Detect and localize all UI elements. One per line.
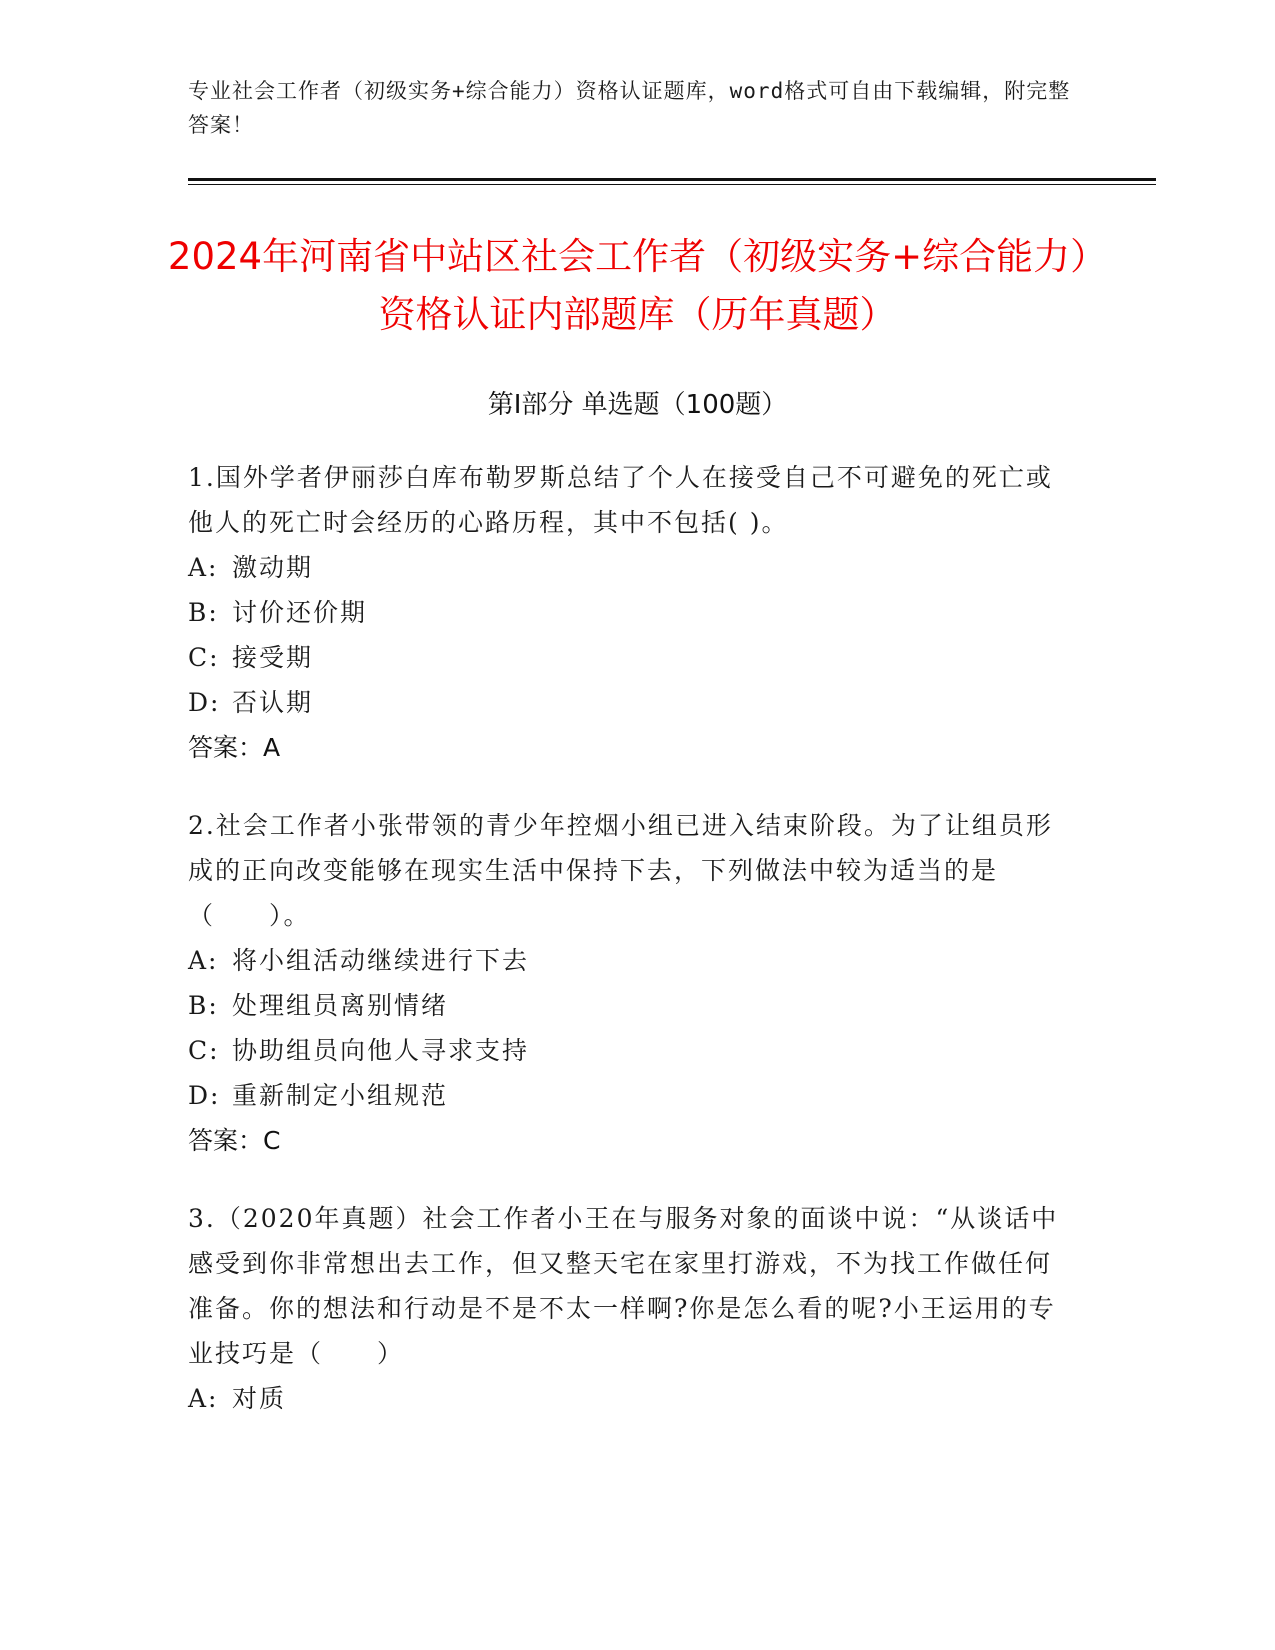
option-c [188, 635, 1068, 680]
answer: 答案：A [188, 733, 281, 762]
option-text: 重新制定小组规范 [232, 1081, 449, 1110]
question-stem: 1.国外学者伊丽莎白库布勒罗斯总结了个人在接受自己不可避免的死亡或他人的死亡时会经历的心路历程，其中不包括( )。 [188, 463, 1053, 537]
option-d [188, 680, 1068, 725]
option-text: 将小组活动继续进行下去 [232, 946, 530, 975]
option-text: 协助组员向他人寻求支持 [232, 1036, 530, 1065]
option-key: A: [188, 553, 219, 582]
option-a [188, 545, 1068, 590]
section-title: 第Ⅰ部分 单选题（100题） [487, 390, 788, 420]
option-key: B: [188, 991, 219, 1020]
option-text: 激动期 [232, 553, 314, 582]
option-text: 讨价还价期 [232, 598, 368, 627]
option-key: C: [188, 1036, 220, 1065]
option-key: B: [188, 598, 219, 627]
option-key: A: [188, 946, 219, 975]
option-key: D: [188, 1081, 221, 1110]
question-1 [188, 455, 1068, 770]
option-key: A: [188, 1384, 219, 1413]
document-title: 2024年河南省中站区社会工作者（初级实务+综合能力）资格认证内部题库（历年真题） [167, 235, 1108, 336]
question-stem: 2.社会工作者小张带领的青少年控烟小组已进入结束阶段。为了让组员形成的正向改变能够在现实生活中保持下去，下列做法中较为适当的是（ ）。 [188, 811, 1053, 930]
option-text: 对质 [232, 1384, 287, 1413]
header-rule-thin [188, 184, 1156, 185]
option-c [188, 1028, 1068, 1073]
option-b [188, 983, 1068, 1028]
option-b [188, 590, 1068, 635]
option-a [188, 938, 1068, 983]
option-d [188, 1073, 1068, 1118]
header-rule [188, 178, 1156, 181]
question-stem: 3.（2020年真题）社会工作者小王在与服务对象的面谈中说：“从谈话中感受到你非常想出去工作，但又整天宅在家里打游戏，不为找工作做任何准备。你的想法和行动是不是不太一样啊?你是怎么看的呢?小王运用的专业技巧是（ ） [188, 1204, 1059, 1368]
option-key: C: [188, 643, 220, 672]
option-text: 否认期 [232, 688, 314, 717]
header-note: 专业社会工作者（初级实务+综合能力）资格认证题库，word格式可自由下载编辑，附完整答案！ [188, 79, 1071, 137]
option-text: 处理组员离别情绪 [232, 991, 449, 1020]
option-text: 接受期 [232, 643, 314, 672]
option-a [188, 1376, 1068, 1421]
answer: 答案：C [188, 1126, 281, 1155]
question-2 [188, 803, 1068, 1163]
question-3 [188, 1196, 1068, 1421]
option-key: D: [188, 688, 221, 717]
